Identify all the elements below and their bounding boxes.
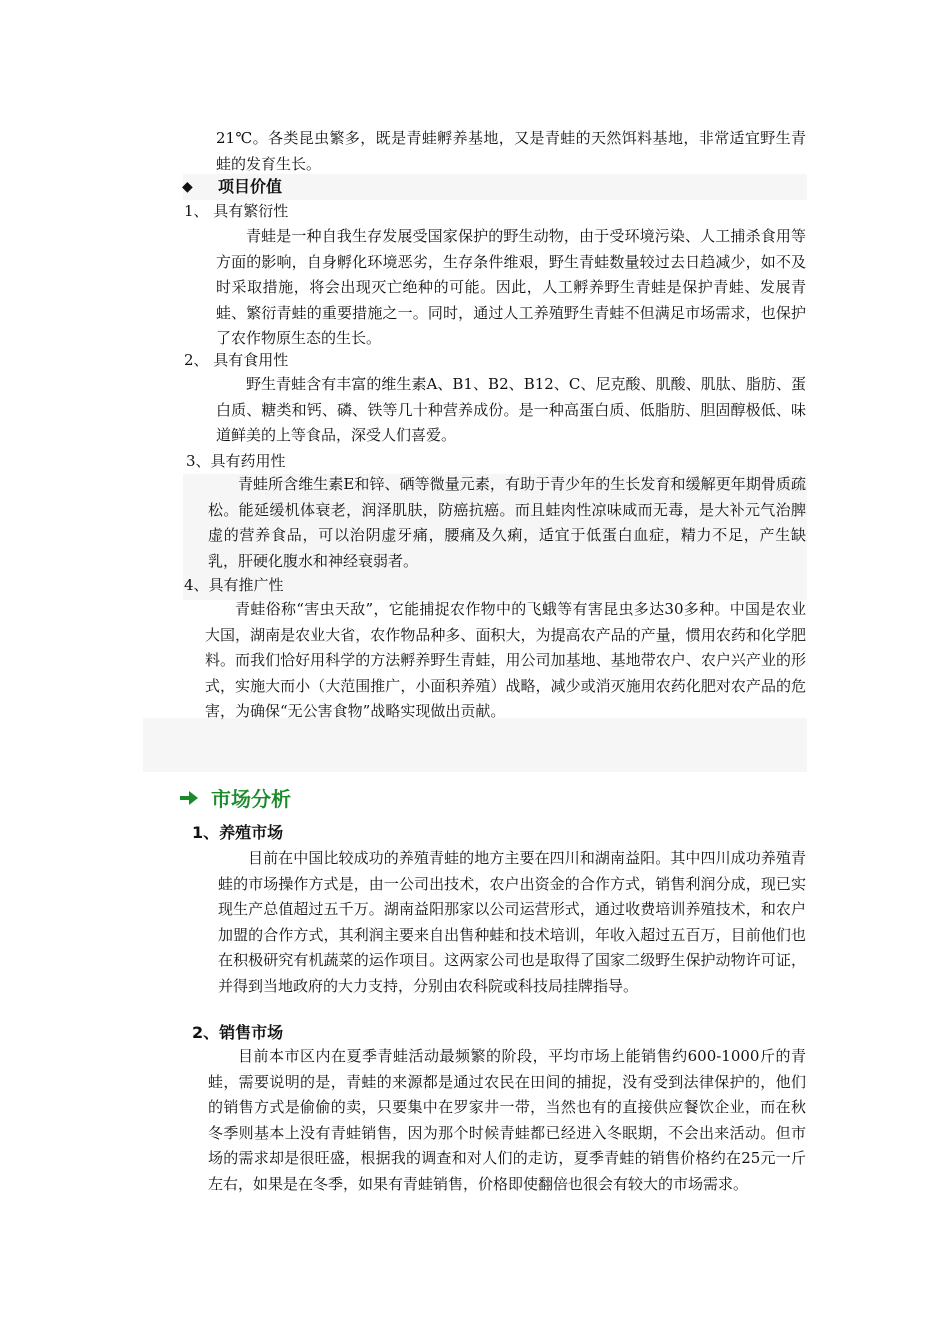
item-4-paragraph: 青蛙俗称“害虫天敌”，它能捕捉农作物中的飞蛾等有害昆虫多达30多种。中国是农业大国，湖南是农业大省，农作物品种多、面积大，为提高农产品的产量，惯用农药和化学肥料。而我们恰好用科学的方法孵养野生青蛙，用公司加基地、基地带农户、农户兴产业的形式，实施大而小（大范围推广，小面积养殖）战略，减少或消灭施用农药化肥对农产品的危害，为确保“无公害食物”战略实现做出贡献。 bbox=[205, 600, 806, 720]
item-4-label: 4、具有推广性 bbox=[184, 576, 284, 594]
item-1-label: 1、 具有繁衍性 bbox=[184, 202, 289, 220]
item-2-paragraph: 野生青蛙含有丰富的维生素A、B1、B2、B12、C、尼克酸、肌酸、肌肽、脂肪、蛋白质、糖类和钙、磷、铁等几十种营养成份。是一种高蛋白质、低脂肪、胆固醇极低、味道鲜美的上等食品，深受人们喜爱。 bbox=[216, 375, 806, 444]
sales-market-paragraph: 目前本市区内在夏季青蛙活动最频繁的阶段，平均市场上能销售约600-1000斤的青蛙，需要说明的是，青蛙的来源都是通过农民在田间的捕捉，没有受到法律保护的，他们的销售方式是偷偷的卖，只要集中在罗家井一带，当然也有的直接供应餐饮企业，而在秋冬季则基本上没有青蛙销售，因为那个时候青蛙都已经进入冬眠期，不会出来活动。但市场的需求却是很旺盛，根据我的调查和对人们的走访，夏季青蛙的销售价格约在25元一斤左右，如果是在冬季，如果有青蛙销售，价格即使翻倍也很会有较大的市场需求。 bbox=[208, 1047, 806, 1193]
market-analysis-title: 市场分析 bbox=[211, 787, 291, 811]
item-3-label: 3、具有药用性 bbox=[186, 452, 286, 470]
intro-paragraph: 21℃。各类昆虫繁多，既是青蛙孵养基地，又是青蛙的天然饵料基地，非常适宜野生青蛙的发育生长。 bbox=[216, 129, 806, 173]
sales-market-heading: 2、销售市场 bbox=[192, 1023, 284, 1042]
green-right-arrow-icon bbox=[179, 789, 199, 807]
item-3-paragraph: 青蛙所含维生素E和锌、硒等微量元素，有助于青少年的生长发育和缓解更年期骨质疏松。能延缓机体衰老，润泽肌肤，防癌抗癌。而且蛙肉性凉味咸而无毒，是大补元气治脾虚的营养食品，可以治阴虚牙痛，腰痛及久痢，适宜于低蛋白血症，精力不足，产生缺乳，肝硬化腹水和神经衰弱者。 bbox=[208, 475, 806, 570]
breeding-market-heading: 1、养殖市场 bbox=[192, 823, 284, 842]
item-1-paragraph: 青蛙是一种自我生存发展受国家保护的野生动物，由于受环境污染、人工捕杀食用等方面的影响，自身孵化环境恶劣，生存条件维艰，野生青蛙数量较过去日趋减少，如不及时采取措施，将会出现灭亡绝种的可能。因此，人工孵养野生青蛙是保护青蛙、发展青蛙、繁衍青蛙的重要措施之一。同时，通过人工养殖野生青蛙不但满足市场需求，也保护了农作物原生态的生长。 bbox=[216, 227, 806, 347]
project-value-heading: 项目价值 bbox=[218, 177, 283, 196]
shaded-block-bottom bbox=[143, 718, 807, 772]
breeding-market-paragraph: 目前在中国比较成功的养殖青蛙的地方主要在四川和湖南益阳。其中四川成功养殖青蛙的市场操作方式是，由一公司出技术，农户出资金的合作方式，销售利润分成，现已实现生产总值超过五千万。湖南益阳那家以公司运营形式，通过收费培训养殖技术，和农户加盟的合作方式，其利润主要来自出售种蛙和技术培训，年收入超过五百万，目前他们也在积极研究有机蔬菜的运作项目。这两家公司也是取得了国家二级野生保护动物许可证，并得到当地政府的大力支持，分别由农科院或科技局挂牌指导。 bbox=[218, 849, 806, 995]
item-2-label: 2、 具有食用性 bbox=[184, 351, 289, 369]
diamond-bullet-icon: ◆ bbox=[182, 179, 193, 195]
